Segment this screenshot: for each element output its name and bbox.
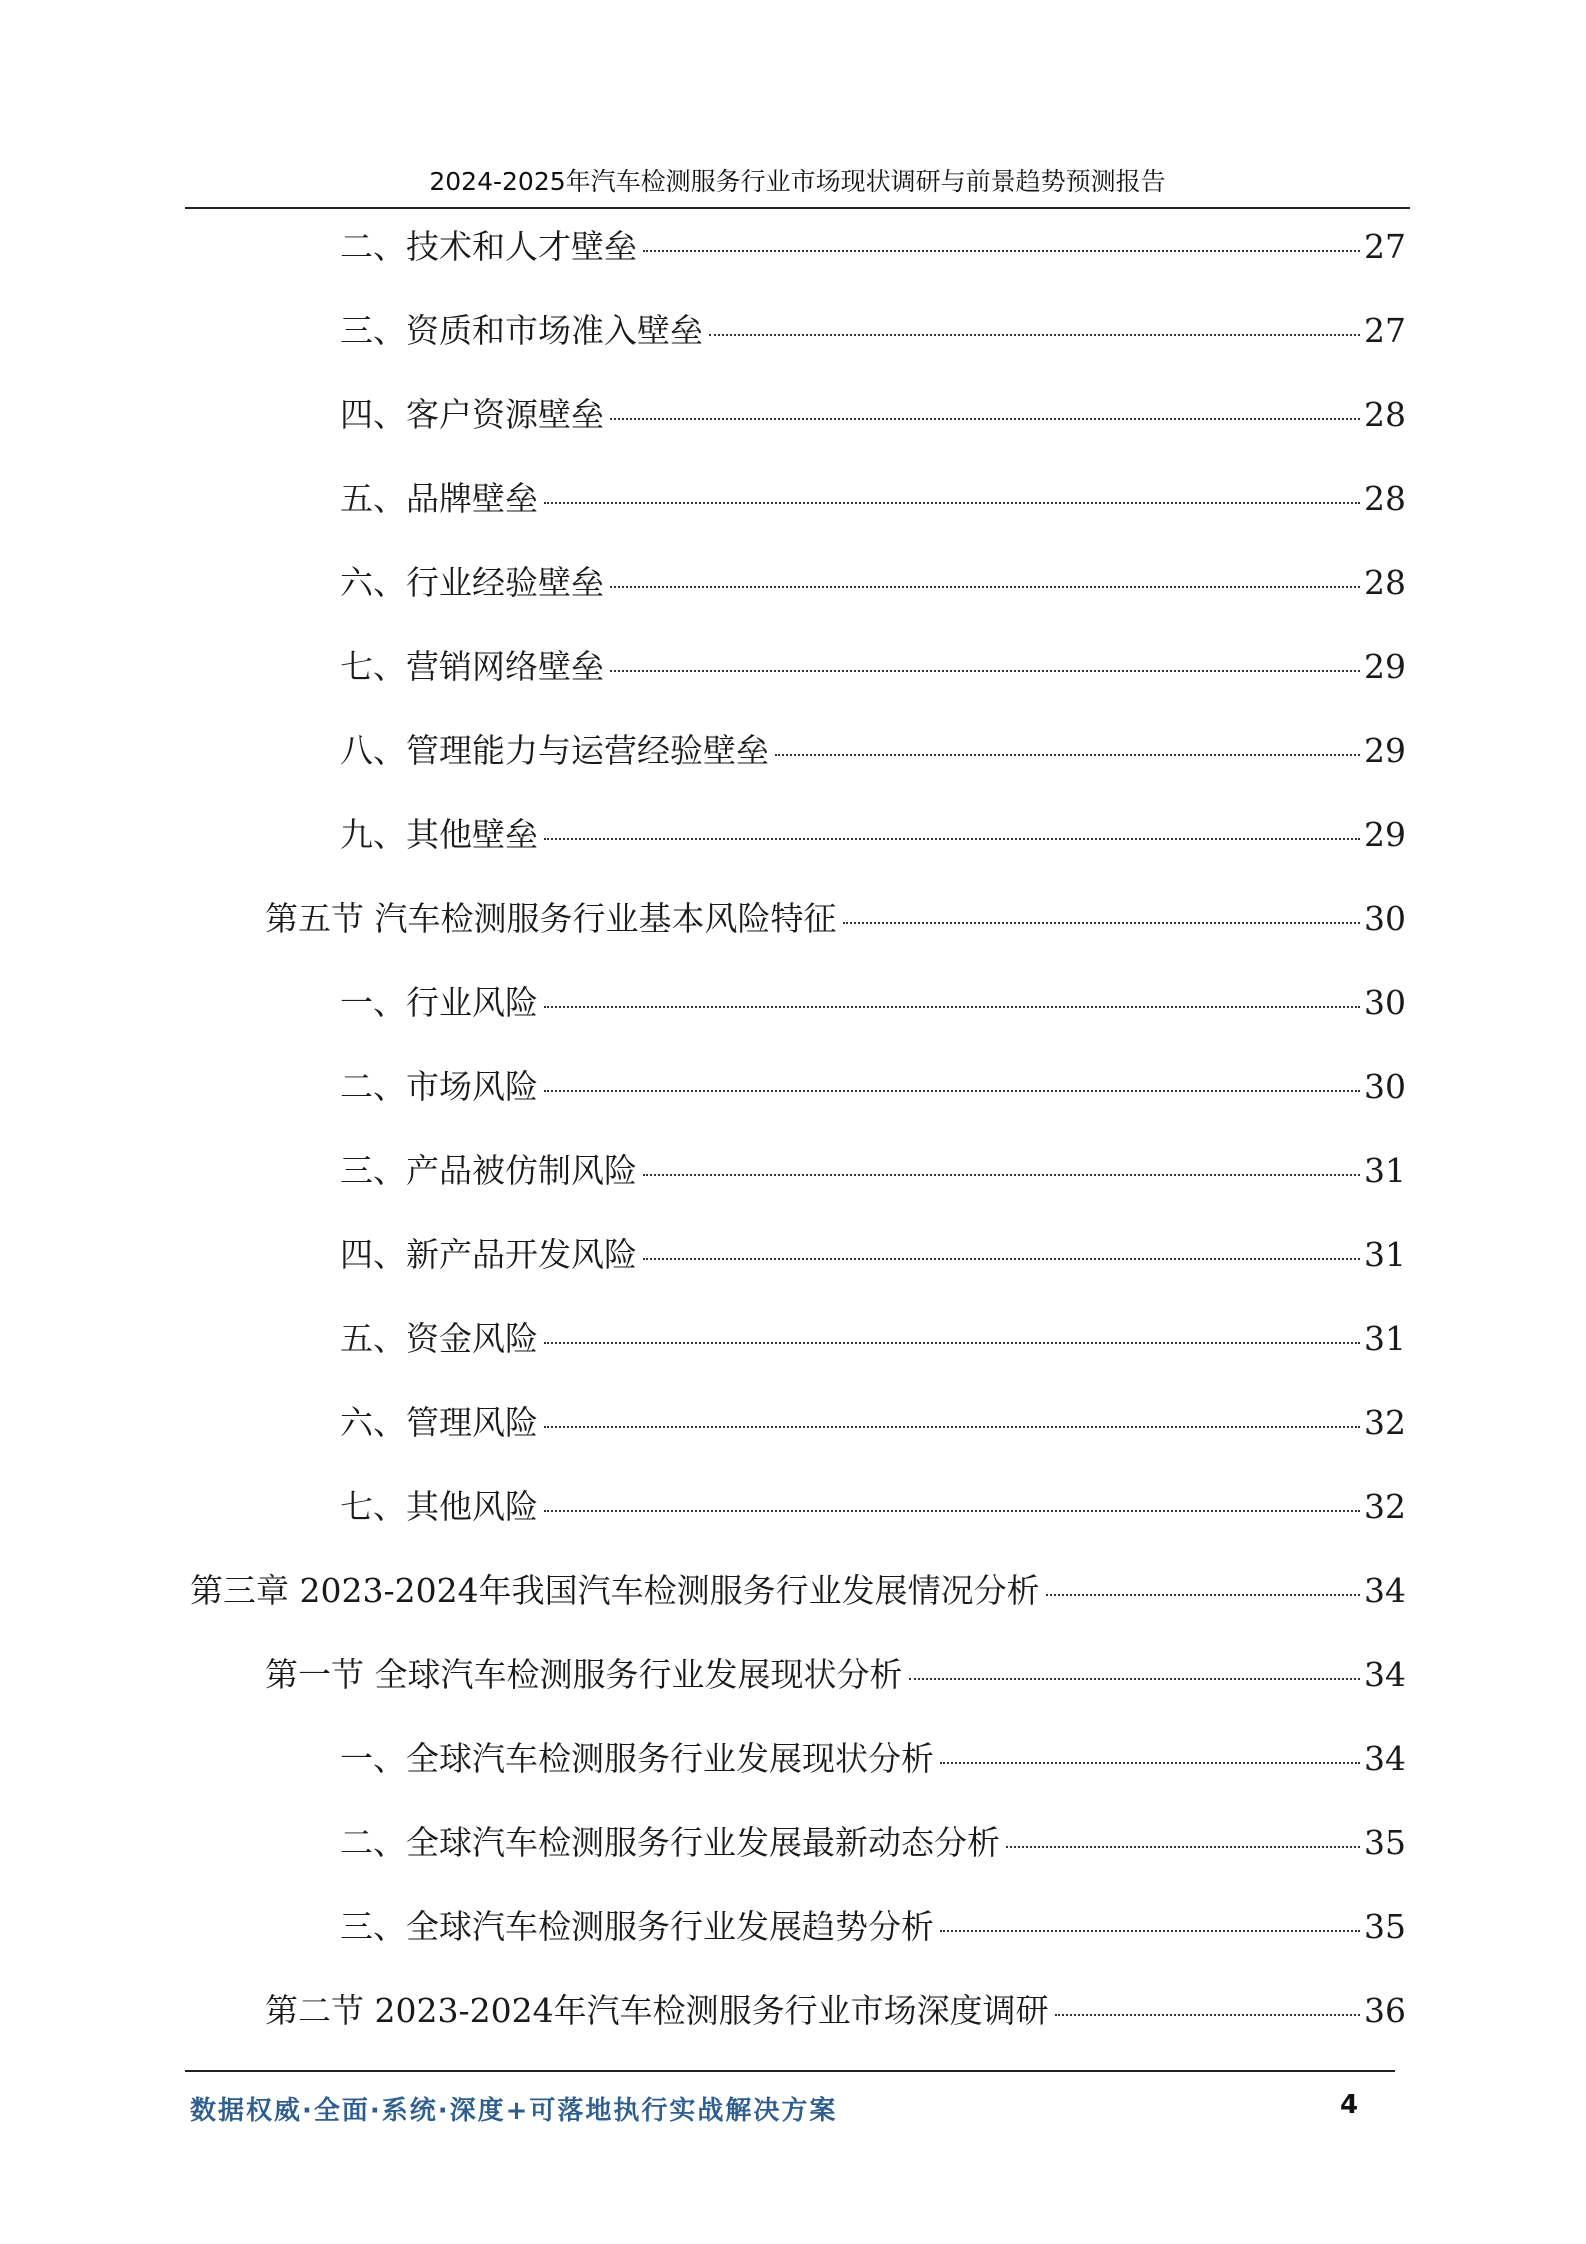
toc-entry-label: 八、管理能力与运营经验壁垒 [340,731,769,770]
toc-entry-page: 30 [1364,899,1406,938]
toc-entry-label: 六、管理风险 [340,1403,538,1442]
toc-entry-section[interactable] [265,1650,1406,1700]
toc-entry-item[interactable] [340,1062,1406,1112]
toc-entry-label: 五、品牌壁垒 [340,479,538,518]
toc-entry-label: 第一节 全球汽车检测服务行业发展现状分析 [265,1655,903,1694]
toc-dot-leader [610,670,1360,672]
toc-dot-leader [940,1762,1360,1764]
toc-entry-label: 七、营销网络壁垒 [340,647,604,686]
toc-entry-page: 35 [1364,1907,1406,1946]
toc-entry-page: 35 [1364,1823,1406,1862]
toc-entry-page: 32 [1364,1487,1406,1526]
toc-entry-item[interactable] [340,1818,1406,1868]
toc-entry-page: 27 [1364,227,1406,266]
toc-dot-leader [843,922,1361,924]
toc-entry-section[interactable] [265,894,1406,944]
toc-dot-leader [544,1090,1360,1092]
toc-entry-chapter[interactable] [190,1566,1406,1616]
page-number: 4 [1340,2090,1359,2120]
toc-entry-page: 34 [1364,1739,1406,1778]
toc-dot-leader [544,838,1360,840]
toc-entry-page: 29 [1364,731,1406,770]
toc-dot-leader [643,1258,1360,1260]
toc-dot-leader [1006,1846,1360,1848]
toc-entry-item[interactable] [340,1314,1406,1364]
toc-entry-page: 34 [1364,1571,1406,1610]
toc-entry-label: 二、全球汽车检测服务行业发展最新动态分析 [340,1823,1000,1862]
footer-slogan: 数据权威·全面·系统·深度+可落地执行实战解决方案 [190,2096,838,2126]
footer-divider [185,2070,1395,2072]
toc-entry-page: 31 [1364,1151,1406,1190]
toc-entry-item[interactable] [340,1230,1406,1280]
toc-dot-leader [1055,2014,1360,2016]
toc-dot-leader [643,1174,1360,1176]
toc-dot-leader [610,418,1360,420]
toc-entry-item[interactable] [340,810,1406,860]
toc-dot-leader [909,1678,1361,1680]
toc-dot-leader [544,1426,1360,1428]
toc-entry-item[interactable] [340,306,1406,356]
toc-dot-leader [544,1006,1360,1008]
toc-dot-leader [544,1342,1360,1344]
toc-entry-label: 四、客户资源壁垒 [340,395,604,434]
toc-dot-leader [940,1930,1360,1932]
toc-entry-label: 三、产品被仿制风险 [340,1151,637,1190]
toc-entry-label: 第二节 2023-2024年汽车检测服务行业市场深度调研 [265,1991,1049,2030]
toc-entry-item[interactable] [340,390,1406,440]
toc-entry-label: 九、其他壁垒 [340,815,538,854]
toc-entry-page: 30 [1364,1067,1406,1106]
toc-entry-label: 四、新产品开发风险 [340,1235,637,1274]
toc-entry-label: 二、市场风险 [340,1067,538,1106]
toc-entry-item[interactable] [340,978,1406,1028]
header-divider [185,207,1410,209]
toc-entry-item[interactable] [340,1146,1406,1196]
toc-dot-leader [709,334,1360,336]
toc-entry-label: 第三章 2023-2024年我国汽车检测服务行业发展情况分析 [190,1571,1040,1610]
toc-entry-page: 31 [1364,1235,1406,1274]
toc-entry-page: 34 [1364,1655,1406,1694]
toc-entry-item[interactable] [340,1482,1406,1532]
toc-dot-leader [1046,1594,1360,1596]
toc-entry-label: 七、其他风险 [340,1487,538,1526]
toc-entry-item[interactable] [340,222,1406,272]
toc-entry-item[interactable] [340,1734,1406,1784]
toc-dot-leader [775,754,1360,756]
toc-entry-section[interactable] [265,1986,1406,2036]
toc-entry-label: 一、全球汽车检测服务行业发展现状分析 [340,1739,934,1778]
toc-entry-label: 二、技术和人才壁垒 [340,227,637,266]
toc-entry-page: 36 [1364,1991,1406,2030]
toc-dot-leader [544,1510,1360,1512]
toc-entry-label: 第五节 汽车检测服务行业基本风险特征 [265,899,837,938]
toc-entry-page: 28 [1364,395,1406,434]
toc-entry-item[interactable] [340,474,1406,524]
toc-entry-page: 32 [1364,1403,1406,1442]
toc-dot-leader [544,502,1360,504]
toc-entry-page: 28 [1364,563,1406,602]
toc-entry-page: 29 [1364,815,1406,854]
toc-entry-label: 六、行业经验壁垒 [340,563,604,602]
toc-entry-item[interactable] [340,1902,1406,1952]
toc-entry-item[interactable] [340,642,1406,692]
toc-entry-label: 一、行业风险 [340,983,538,1022]
toc-entry-item[interactable] [340,558,1406,608]
toc-dot-leader [643,250,1360,252]
report-header-title: 2024-2025年汽车检测服务行业市场现状调研与前景趋势预测报告 [429,167,1166,196]
toc-entry-label: 三、全球汽车检测服务行业发展趋势分析 [340,1907,934,1946]
toc-entry-page: 31 [1364,1319,1406,1358]
toc-entry-item[interactable] [340,726,1406,776]
toc-entry-label: 五、资金风险 [340,1319,538,1358]
toc-entry-page: 30 [1364,983,1406,1022]
toc-dot-leader [610,586,1360,588]
toc-entry-page: 29 [1364,647,1406,686]
toc-entry-page: 28 [1364,479,1406,518]
toc-entry-label: 三、资质和市场准入壁垒 [340,311,703,350]
toc-entry-item[interactable] [340,1398,1406,1448]
toc-entry-page: 27 [1364,311,1406,350]
